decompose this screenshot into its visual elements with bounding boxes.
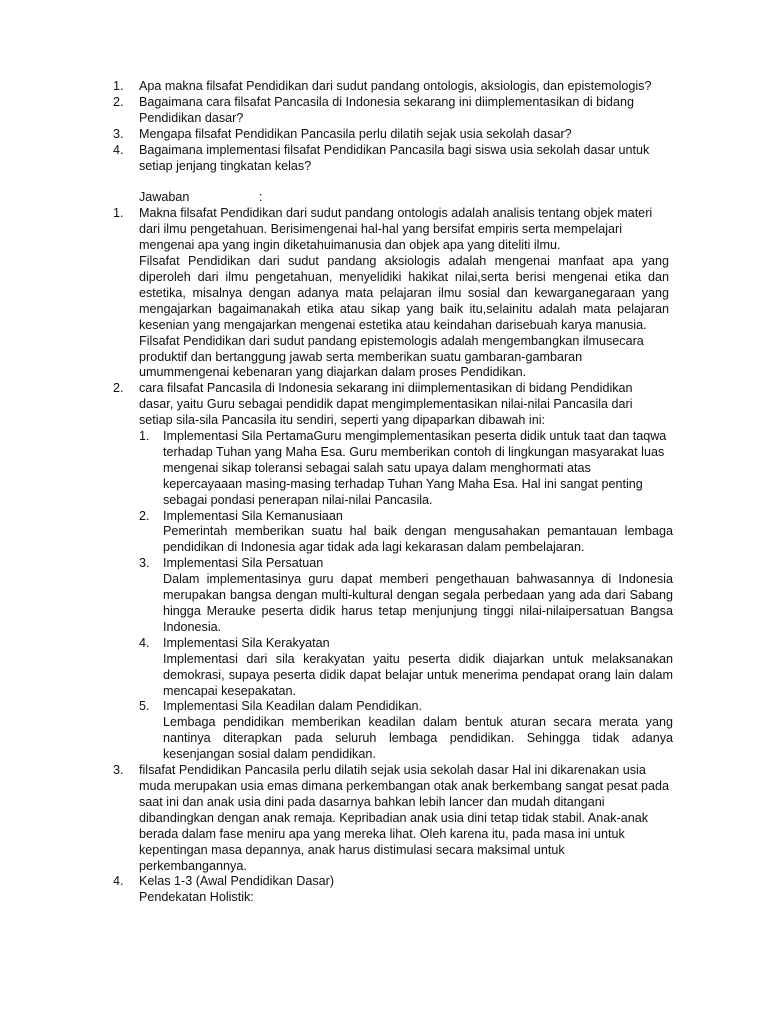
answer-number: 3. — [113, 763, 124, 778]
answer-heading — [139, 190, 768, 206]
answer-number: 2. — [113, 381, 124, 396]
question-number: 4. — [113, 142, 124, 157]
question-number: 2. — [113, 94, 124, 109]
sub-item-body: Pemerintah memberikan suatu hal baik dengan mengusahakan pemantauan lembaga pendidikan di Indonesia agar tidak ada lagi kekarasan dalam pembelajaran. — [163, 524, 673, 555]
question-text: Bagaimana cara filsafat Pancasila di Indonesia sekarang ini diimplementasikan di bidang Pendidikan dasar? — [139, 94, 634, 125]
answer-item — [0, 763, 768, 874]
answer-colon: : — [259, 190, 263, 205]
sub-item-body: Lembaga pendidikan memberikan keadilan dalam bentuk aturan secara merata yang nantinya diterapkan pada seluruh lembaga pendidikan. Sehingga tidak adanya kesenjangan sosial dalam pendidikan. — [163, 715, 673, 762]
answer-item — [0, 381, 768, 429]
answer-paragraph: Filsafat Pendidikan dari sudut pandang epistemologis adalah mengembangkan ilmusecara produktif dan bertanggung jawab serta memberikan suatu gambaran-gambaran umummengenai kebenaran yang diajarkan dalam proses Pendidikan. — [139, 333, 644, 380]
sub-item-number: 3. — [139, 556, 150, 571]
answer-paragraph: filsafat Pendidikan Pancasila perlu dilatih sejak usia sekolah dasar Hal ini dikarenakan usia muda merupakan usia emas dimana perkembangan otak anak berkembang sangat pesat pada saat ini dan anak usia dini pada dasarnya bahkan lebih lancer dan mudah ditangani dibandingkan dengan anak remaja. Kepribadian anak usia dini tetap tidak stabil. Anak-anak berada dalam fase meniru apa yang mereka lihat. Oleh karena itu, pada masa ini untuk kepentingan masa depannya, anak harus distimulasi secara maksimal untuk perkembangannya. — [139, 763, 669, 873]
answer-paragraph: cara filsafat Pancasila di Indonesia sekarang ini diimplementasikan di bidang Pendidikan dasar, yaitu Guru sebagai pendidik dapat mengimplementasikan nilai-nilai Pancasila dari setiap sila-sila Pancasila itu sendiri, seperti yang dipaparkan dibawah ini: — [139, 381, 633, 428]
answer-label: Jawaban — [139, 190, 190, 205]
sub-item-number: 5. — [139, 699, 150, 714]
question-text: Mengapa filsafat Pendidikan Pancasila perlu dilatih sejak usia sekolah dasar? — [139, 126, 572, 141]
question-text: Apa makna filsafat Pendidikan dari sudut pandang ontologis, aksiologis, dan epistemologis? — [139, 79, 652, 93]
answer-line: Kelas 1-3 (Awal Pendidikan Dasar) — [139, 874, 335, 889]
sub-item-title: Implementasi Sila Keadilan dalam Pendidikan. — [163, 699, 423, 714]
question-item — [0, 79, 768, 95]
document-body — [0, 79, 768, 906]
answer-paragraph: Makna filsafat Pendidikan dari sudut pandang ontologis adalah analisis tentang objek materi dari ilmu pengetahuan. Berisimengenai hal-hal yang bersifat empiris serta mempelajari mengenai apa yang ingin diketahuimanusia dan objek apa yang diteliti ilmu. — [139, 206, 653, 253]
sub-item-number: 1. — [139, 429, 150, 444]
answer-item — [0, 874, 768, 906]
sub-item-title: Implementasi Sila Persatuan — [163, 556, 324, 571]
answer-number: 4. — [113, 874, 124, 889]
sub-item-number: 4. — [139, 635, 150, 650]
answer-paragraph: Filsafat Pendidikan dari sudut pandang aksiologis adalah mengenai manfaat apa yang diperoleh dari ilmu pengetahuan, menyelidiki hakikat nilai,serta berisi mengenai etika dan estetika, misalnya dengan adanya mata pelajaran ilmu sosial dan kewarganegaraan yang mengajarkan bagaimanakah etika atau sikap yang baik itu,selainitu adalah mata pelajaran kesenian yang mengajarkan mengenai estetika atau keindahan darisebuah karya manusia. — [139, 254, 669, 332]
sub-item-title: Implementasi Sila Kerakyatan — [163, 635, 330, 650]
sub-item-text: Implementasi Sila PertamaGuru mengimplementasikan peserta didik untuk taat dan taqwa terhadap Tuhan yang Maha Esa. Guru memberikan contoh di lingkungan masyarakat luas mengenai sikap toleransi sebagai salah satu upaya dalam menghormati atas kepercayaaan masing-masing terhadap Tuhan Yang Maha Esa. Hal ini sangat penting sebagai pondasi penerapan nilai-nilai Pancasila. — [163, 429, 667, 507]
sub-item — [0, 636, 768, 700]
sub-item — [0, 699, 768, 763]
question-text: Bagaimana implementasi filsafat Pendidikan Pancasila bagi siswa usia sekolah dasar untuk setiap jenjang tingkatan kelas? — [139, 142, 650, 173]
sub-item-number: 2. — [139, 508, 150, 523]
question-item — [0, 95, 768, 127]
sub-item — [0, 509, 768, 557]
answer-number: 1. — [113, 206, 124, 221]
sub-item-body: Dalam implementasinya guru dapat memberi pengethauan bahwasannya di Indonesia merupakan bangsa dengan multi-kultural dengan segala perbedaan yang ada dari Sabang hingga Merauke peserta didik harus tetap menjunjung tinggi nilai-nilaipersatuan Bangsa Indonesia. — [163, 572, 673, 634]
sub-item-title: Implementasi Sila Kemanusiaan — [163, 508, 343, 523]
question-number: 3. — [113, 126, 124, 141]
sub-item — [0, 429, 768, 509]
answer-item — [0, 206, 768, 381]
sub-item — [0, 556, 768, 636]
answer-line: Pendekatan Holistik: — [139, 890, 254, 905]
sub-item-body: Implementasi dari sila kerakyatan yaitu peserta didik diajarkan untuk melaksanakan demokrasi, supaya peserta didik dapat belajar untuk menerima pendapat orang lain dalam mencapai kesepakatan. — [163, 651, 673, 698]
question-item — [0, 127, 768, 143]
question-number: 1. — [113, 79, 124, 93]
question-item — [0, 143, 768, 175]
